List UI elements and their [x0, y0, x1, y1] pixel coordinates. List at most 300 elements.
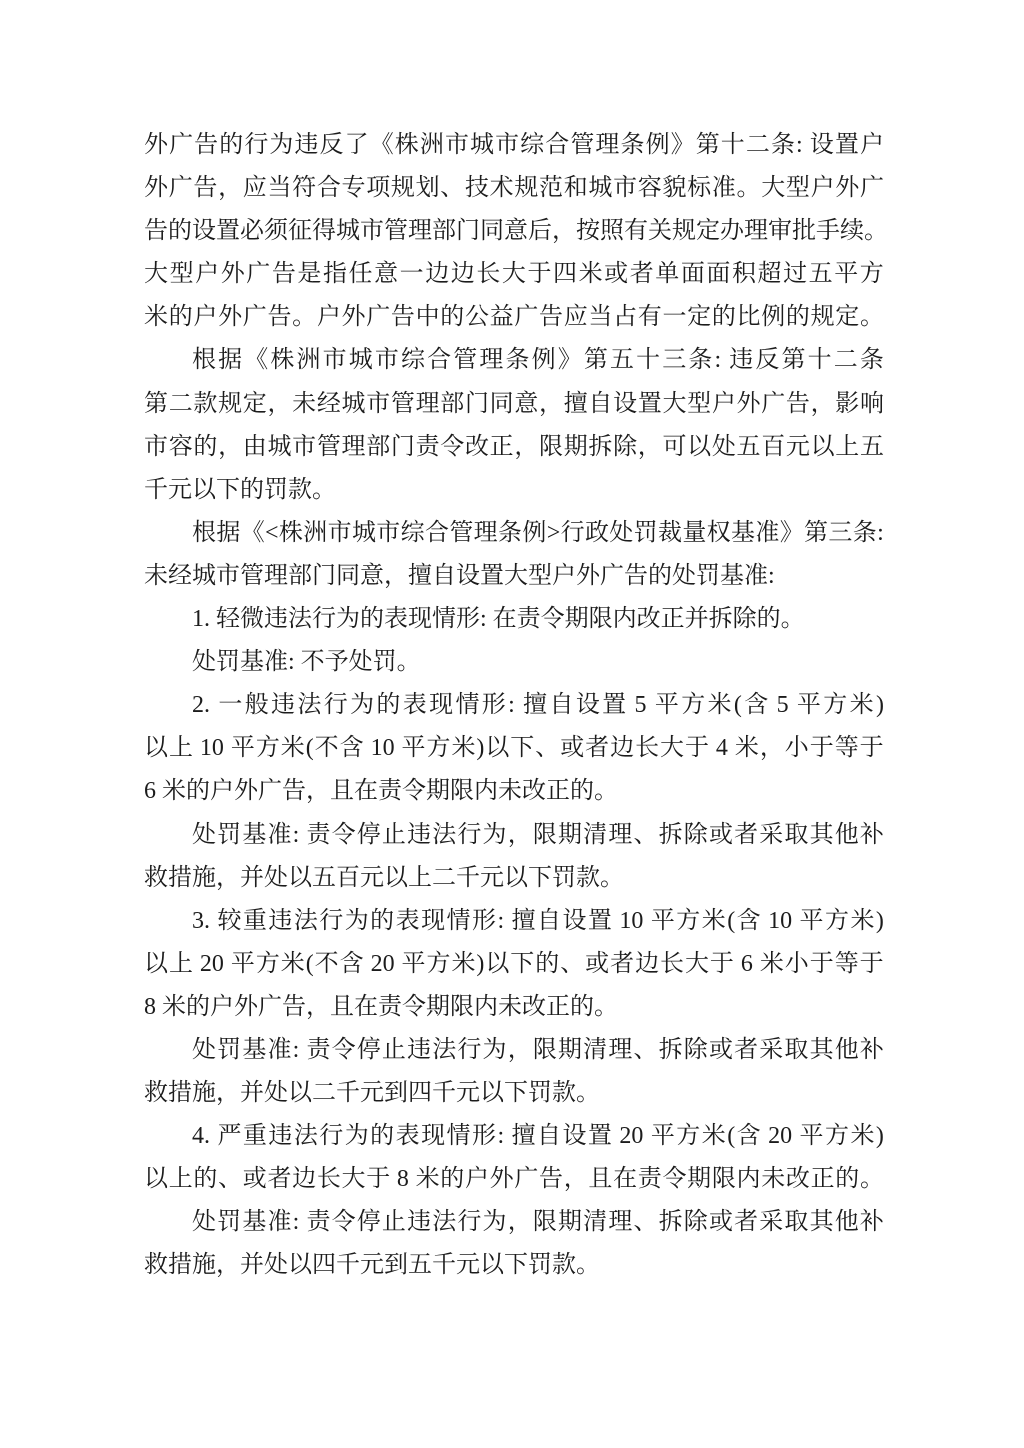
glyph-token: 上 — [168, 950, 193, 977]
glyph-token: 规 — [218, 390, 243, 417]
glyph-token: 征 — [288, 218, 312, 245]
glyph-token: 方 — [676, 1123, 701, 1150]
glyph-token: 法 — [432, 1209, 457, 1236]
glyph-token: 应 — [242, 175, 267, 202]
glyph-token: 形 — [471, 1123, 496, 1150]
text-line — [144, 124, 884, 167]
glyph-token: 条 — [505, 347, 530, 374]
glyph-token: 罚 — [217, 1036, 242, 1063]
glyph-token: 大 — [341, 1166, 366, 1193]
glyph-token: 取 — [784, 821, 809, 848]
glyph-token: ( — [733, 692, 742, 719]
glyph-token: 他 — [834, 1036, 859, 1063]
text-line — [144, 1201, 884, 1244]
glyph-token: 应 — [563, 304, 588, 331]
glyph-token: 部 — [440, 390, 465, 417]
glyph-token: 二 — [745, 132, 770, 158]
glyph-token: 政 — [584, 519, 609, 546]
glyph-token: 限 — [532, 821, 557, 848]
glyph-token: 。 — [736, 175, 761, 202]
glyph-token: 市 — [444, 132, 469, 158]
glyph-token: ， — [507, 1209, 532, 1236]
glyph-token: 影 — [835, 390, 860, 417]
glyph-token: 占 — [613, 304, 638, 331]
glyph-token: 的 — [785, 304, 810, 331]
glyph-token: 平 — [796, 692, 821, 719]
glyph-token: 含 — [339, 735, 364, 762]
glyph-token: 小 — [784, 950, 809, 977]
glyph-token: 期 — [558, 1209, 583, 1236]
glyph-token: 条 — [498, 519, 523, 546]
glyph-token: 》 — [670, 132, 695, 158]
text-line — [144, 814, 884, 857]
glyph-token: : — [292, 1036, 306, 1063]
glyph-token: 长 — [316, 1166, 341, 1193]
text-line — [144, 1158, 884, 1201]
glyph-token: 边 — [635, 950, 660, 977]
glyph-token: 为 — [482, 1036, 507, 1063]
glyph-token: 责 — [306, 1036, 331, 1063]
glyph-token: 取 — [784, 1036, 809, 1063]
glyph-token: 米 — [280, 950, 305, 977]
glyph-token: 合 — [424, 519, 449, 546]
glyph-token: 法 — [432, 821, 457, 848]
glyph-token: 设 — [575, 692, 600, 719]
glyph-token: 办 — [720, 218, 744, 245]
glyph-token: 采 — [759, 1036, 784, 1063]
glyph-token: 有 — [637, 304, 662, 331]
glyph-token: 基 — [731, 519, 755, 546]
glyph-token: 四 — [553, 261, 577, 288]
text-line: 处罚基准: 不予处罚。 — [192, 649, 421, 676]
glyph-token: 条 — [620, 132, 645, 158]
glyph-token: 定 — [835, 304, 860, 331]
glyph-token: 在 — [613, 1166, 638, 1193]
glyph-token: 为 — [482, 1209, 507, 1236]
glyph-token: 单 — [655, 261, 680, 288]
glyph-token: 户 — [859, 132, 884, 158]
glyph-token: 设 — [562, 907, 587, 934]
glyph-token: 10 — [193, 735, 230, 762]
glyph-token: 擅 — [511, 907, 536, 934]
glyph-token: 含 — [736, 907, 761, 934]
glyph-token: ( — [727, 907, 736, 934]
glyph-token: 边 — [292, 1166, 317, 1193]
glyph-token: 自 — [588, 390, 613, 417]
glyph-token: 市 — [495, 132, 520, 158]
glyph-token: 的 — [193, 433, 218, 460]
glyph-token: : — [292, 821, 306, 848]
glyph-token: 准 — [267, 1209, 292, 1236]
glyph-token: 划 — [415, 175, 440, 202]
glyph-token: 拆 — [658, 1036, 683, 1063]
glyph-token: ) — [476, 950, 485, 977]
glyph-token: 者 — [267, 1166, 292, 1193]
glyph-token: 广 — [859, 175, 884, 202]
glyph-token: 三 — [828, 519, 853, 546]
text-line — [144, 167, 884, 210]
glyph-token: 后 — [528, 218, 552, 245]
glyph-token: 行 — [244, 132, 269, 158]
glyph-token: 元 — [785, 433, 810, 460]
glyph-token: 部 — [432, 218, 456, 245]
glyph-token: 积 — [731, 261, 756, 288]
glyph-token: 3. — [192, 907, 216, 934]
glyph-token: ， — [514, 433, 539, 460]
glyph-token: 设 — [192, 218, 216, 245]
glyph-token: 容 — [168, 433, 193, 460]
glyph-token: 广 — [761, 390, 786, 417]
glyph-token: 含 — [736, 1123, 761, 1150]
paragraph — [144, 1029, 884, 1115]
glyph-token: 以 — [810, 433, 835, 460]
glyph-token: 米 — [701, 907, 726, 934]
glyph-token: 、 — [535, 735, 560, 762]
glyph-token: 了 — [344, 132, 369, 158]
glyph-token: ， — [267, 390, 292, 417]
glyph-token: 经 — [316, 390, 341, 417]
glyph-token: 当 — [267, 175, 292, 202]
glyph-token: 管 — [390, 390, 415, 417]
glyph-token: 大 — [660, 735, 685, 762]
paragraph — [144, 684, 884, 813]
glyph-token: 罚 — [633, 519, 658, 546]
glyph-token: 市 — [374, 347, 399, 374]
glyph-token: 置 — [602, 692, 627, 719]
glyph-token: 处 — [192, 821, 216, 848]
glyph-token: 合 — [316, 175, 341, 202]
glyph-token: 除 — [683, 821, 708, 848]
glyph-token: 照 — [600, 218, 624, 245]
glyph-token: 、 — [218, 1166, 243, 1193]
glyph-token: 得 — [312, 218, 336, 245]
glyph-token: 外 — [341, 304, 366, 331]
glyph-token: 限 — [532, 1209, 557, 1236]
glyph-token: 。 — [864, 218, 888, 245]
glyph-token: 五 — [736, 433, 761, 460]
glyph-token: 米 — [280, 735, 305, 762]
glyph-token: 于 — [709, 950, 734, 977]
glyph-token: 面 — [680, 261, 705, 288]
glyph-token: 外 — [736, 390, 761, 417]
glyph-token: 其 — [809, 1209, 834, 1236]
glyph-token: 三 — [662, 347, 687, 374]
glyph-token: 第 — [144, 390, 168, 417]
glyph-token: 或 — [585, 950, 610, 977]
text-line: 1. 轻微违法行为的表现情形: 在责令期限内改正并拆除的。 — [192, 606, 805, 633]
glyph-token: : — [714, 347, 728, 374]
glyph-token: 一 — [399, 261, 424, 288]
glyph-token: 下 — [510, 950, 535, 977]
glyph-token: 户 — [810, 175, 835, 202]
glyph-token: : — [497, 1123, 511, 1150]
glyph-token: ( — [305, 735, 314, 762]
glyph-token: 于 — [809, 950, 834, 977]
glyph-token: 情 — [455, 692, 480, 719]
glyph-token: 平 — [401, 735, 426, 762]
glyph-token: 方 — [825, 907, 849, 934]
glyph-token: 十 — [720, 132, 745, 158]
glyph-token: 的 — [535, 950, 560, 977]
glyph-token: 清 — [583, 821, 608, 848]
glyph-token: 补 — [859, 1036, 884, 1063]
glyph-token: 于 — [684, 735, 709, 762]
glyph-token: 的 — [376, 692, 401, 719]
glyph-token: 10 — [364, 735, 401, 762]
glyph-token: 洲 — [419, 132, 444, 158]
glyph-token: 米 — [734, 735, 759, 762]
glyph-token: 型 — [785, 175, 810, 202]
glyph-token: 大 — [761, 175, 786, 202]
glyph-token: 其 — [809, 1036, 834, 1063]
glyph-token: 以 — [485, 950, 510, 977]
glyph-token: 广 — [242, 304, 267, 331]
glyph-token: 置 — [587, 1123, 612, 1150]
glyph-token: 《 — [244, 347, 269, 374]
glyph-token: 是 — [297, 261, 322, 288]
glyph-token: 违 — [294, 132, 319, 158]
glyph-token: 株 — [278, 519, 303, 546]
glyph-token: 方 — [255, 950, 280, 977]
glyph-token: 基 — [242, 1036, 267, 1063]
glyph-token: 、 — [440, 175, 465, 202]
glyph-token: 方 — [426, 735, 451, 762]
glyph-token: 方 — [859, 261, 884, 288]
glyph-token: 期 — [563, 433, 588, 460]
glyph-token: 型 — [687, 390, 712, 417]
glyph-token: 平 — [834, 261, 859, 288]
glyph-token: 令 — [662, 1166, 687, 1193]
glyph-token: 置 — [834, 132, 859, 158]
glyph-token: 的 — [193, 1166, 218, 1193]
glyph-token: 者 — [585, 735, 610, 762]
glyph-token: 10 — [613, 907, 650, 934]
glyph-token: 6 — [734, 950, 759, 977]
glyph-token: 门 — [464, 390, 489, 417]
glyph-token: 令 — [331, 821, 356, 848]
glyph-token: 设 — [809, 132, 834, 158]
glyph-token: 其 — [809, 821, 834, 848]
glyph-token: 设 — [613, 390, 638, 417]
glyph-token: 或 — [604, 261, 629, 288]
glyph-token: : — [292, 1209, 306, 1236]
glyph-token: 外 — [835, 175, 860, 202]
glyph-token: 期 — [687, 1166, 712, 1193]
glyph-token: 于 — [859, 950, 884, 977]
glyph-token: 指 — [322, 261, 347, 288]
glyph-token: 超 — [757, 261, 782, 288]
glyph-token: 技 — [464, 175, 489, 202]
glyph-token: 于 — [809, 735, 834, 762]
glyph-token: 上 — [168, 1166, 193, 1193]
glyph-token: 他 — [834, 1209, 859, 1236]
glyph-token: 拆 — [658, 821, 683, 848]
glyph-token: 范 — [539, 175, 563, 202]
glyph-token: 现 — [429, 692, 454, 719]
glyph-token: 含 — [339, 950, 364, 977]
glyph-token: 五 — [859, 433, 884, 460]
glyph-token: 根 — [192, 347, 216, 374]
glyph-token: 止 — [381, 821, 406, 848]
glyph-token: 准 — [711, 175, 736, 202]
glyph-token: 擅 — [511, 1123, 536, 1150]
text-line: 8 米的户外广告，且在责令期限内未改正的。 — [144, 993, 618, 1020]
glyph-token: 广 — [168, 175, 193, 202]
glyph-token: < — [265, 519, 279, 546]
glyph-token: 基 — [242, 821, 267, 848]
glyph-token: > — [546, 519, 561, 546]
glyph-token: 处 — [192, 1209, 216, 1236]
glyph-token: 处 — [711, 433, 736, 460]
glyph-token: 不 — [314, 950, 339, 977]
glyph-token: ， — [552, 218, 576, 245]
glyph-token: 方 — [426, 950, 451, 977]
glyph-token: 令 — [331, 1209, 356, 1236]
glyph-token: 告 — [539, 1166, 563, 1193]
glyph-token: 理 — [595, 132, 620, 158]
glyph-token: ) — [875, 907, 884, 934]
glyph-token: : — [877, 519, 884, 546]
glyph-token: 可 — [662, 433, 687, 460]
text-line: 6 米的户外广告，且在责令期限内未改正的。 — [144, 778, 618, 805]
glyph-token: 按 — [576, 218, 600, 245]
glyph-token: 上 — [835, 433, 860, 460]
glyph-token: 户 — [195, 261, 220, 288]
glyph-token: 方 — [823, 692, 848, 719]
glyph-token: 大 — [144, 261, 168, 288]
glyph-token: 面 — [706, 261, 731, 288]
glyph-token: 裁 — [657, 519, 682, 546]
glyph-token: 5 — [628, 692, 653, 719]
glyph-token: 违 — [407, 821, 432, 848]
glyph-token: 外 — [220, 261, 245, 288]
glyph-token: 等 — [834, 950, 859, 977]
glyph-token: 和 — [563, 175, 588, 202]
glyph-token: 采 — [759, 821, 784, 848]
glyph-token: 违 — [268, 907, 293, 934]
glyph-token: 例 — [522, 519, 547, 546]
glyph-token: 他 — [834, 821, 859, 848]
glyph-token: : — [497, 907, 511, 934]
glyph-token: 规 — [810, 304, 835, 331]
glyph-token: 理 — [408, 218, 432, 245]
paragraph — [144, 512, 884, 598]
glyph-token: 或 — [708, 821, 733, 848]
glyph-token: 反 — [755, 347, 780, 374]
glyph-token: 罚 — [217, 821, 242, 848]
text-line: 救措施，并处以二千元到四千元以下罚款。 — [144, 1080, 600, 1107]
glyph-token: 的 — [219, 132, 244, 158]
paragraph — [144, 814, 884, 900]
text-line — [144, 426, 884, 469]
glyph-token: 当 — [588, 304, 613, 331]
glyph-token: 市 — [376, 519, 401, 546]
glyph-token: 米 — [707, 692, 732, 719]
glyph-token: 平 — [230, 735, 255, 762]
glyph-token: 大 — [501, 261, 526, 288]
glyph-token: 边 — [450, 261, 475, 288]
glyph-token: 同 — [480, 218, 504, 245]
glyph-token: 基 — [242, 1209, 267, 1236]
glyph-token: 般 — [244, 692, 269, 719]
glyph-token: 长 — [476, 261, 501, 288]
glyph-token: 10 — [762, 907, 799, 934]
glyph-token: 5 — [770, 692, 795, 719]
paragraph — [144, 900, 884, 1029]
glyph-token: 条 — [688, 347, 713, 374]
glyph-token: 含 — [744, 692, 769, 719]
glyph-token: 责 — [306, 1209, 331, 1236]
glyph-token: 有 — [624, 218, 648, 245]
glyph-token: 项 — [366, 175, 391, 202]
glyph-token: 补 — [859, 821, 884, 848]
text-line — [144, 210, 888, 253]
glyph-token: 反 — [319, 132, 344, 158]
glyph-token: 据 — [218, 347, 243, 374]
glyph-token: 方 — [681, 692, 706, 719]
glyph-token: 边 — [610, 735, 635, 762]
glyph-token: 的 — [168, 304, 193, 331]
glyph-token: 必 — [240, 218, 264, 245]
glyph-token: 停 — [356, 1036, 381, 1063]
glyph-token: : — [796, 132, 809, 158]
glyph-token: 洲 — [303, 519, 328, 546]
glyph-token: 广 — [246, 261, 271, 288]
glyph-token: 五 — [610, 347, 634, 374]
document-body — [144, 124, 888, 1288]
glyph-token: 告 — [193, 175, 218, 202]
glyph-token: 擅 — [563, 390, 588, 417]
glyph-token: 取 — [784, 1209, 809, 1236]
glyph-token: 处 — [192, 1036, 216, 1063]
glyph-token: 外 — [218, 304, 243, 331]
glyph-token: 术 — [489, 175, 514, 202]
glyph-token: ) — [476, 735, 485, 762]
glyph-token: 或 — [708, 1036, 733, 1063]
glyph-token: 外 — [144, 175, 168, 202]
glyph-token: 理 — [608, 1036, 633, 1063]
glyph-token: 规 — [672, 218, 696, 245]
glyph-token: 清 — [583, 1036, 608, 1063]
glyph-token: 米 — [759, 950, 784, 977]
glyph-token: 益 — [489, 304, 514, 331]
glyph-token: 未 — [292, 390, 317, 417]
glyph-token: 现 — [421, 1123, 446, 1150]
glyph-token: 20 — [364, 950, 401, 977]
glyph-token: 广 — [366, 304, 391, 331]
glyph-token: 表 — [395, 1123, 420, 1150]
glyph-token: 的 — [711, 304, 736, 331]
glyph-token: 小 — [784, 735, 809, 762]
glyph-token: 貌 — [662, 175, 687, 202]
glyph-token: 重 — [242, 1123, 267, 1150]
glyph-token: 洲 — [296, 347, 321, 374]
glyph-token: 米 — [578, 261, 603, 288]
glyph-token: 门 — [456, 218, 480, 245]
glyph-token: 米 — [701, 1123, 726, 1150]
text-line: 救措施，并处以五百元以上二千元以下罚款。 — [144, 864, 624, 891]
glyph-token: 关 — [648, 218, 672, 245]
glyph-token: 第 — [583, 347, 608, 374]
glyph-token: 条 — [852, 519, 877, 546]
glyph-token: 二 — [833, 347, 858, 374]
glyph-token: 行 — [319, 907, 344, 934]
glyph-token: 城 — [336, 218, 360, 245]
glyph-token: ， — [759, 735, 784, 762]
text-line: 千元以下的罚款。 — [144, 476, 336, 503]
text-line: 救措施，并处以四千元到五千元以下罚款。 — [144, 1252, 600, 1279]
glyph-token: ， — [507, 821, 532, 848]
